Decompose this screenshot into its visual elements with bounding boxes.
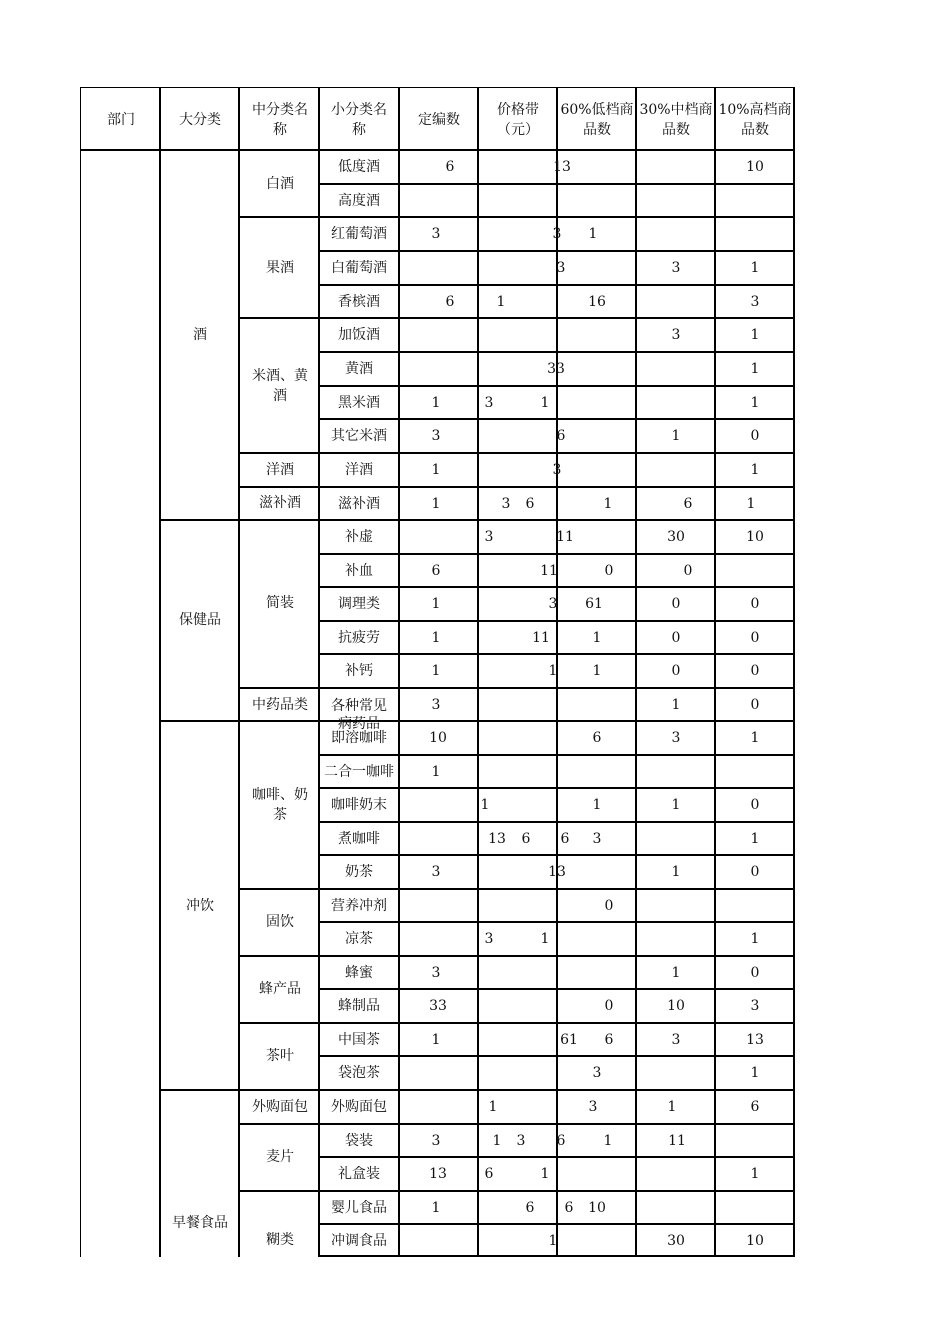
price-band-cell: 13	[548, 864, 566, 880]
quota-cell: 6	[445, 293, 455, 310]
mid-category-baijiu: 白酒	[266, 176, 294, 192]
low-tier-count-cell: 6	[592, 730, 602, 746]
grid-line-horizontal	[319, 754, 794, 756]
small-category-cell: 袋装	[345, 1132, 373, 1149]
grid-line-horizontal	[319, 854, 794, 856]
mid-tier-count-cell: 3	[671, 730, 681, 746]
grid-line-vertical	[714, 87, 716, 1257]
high-tier-count-cell: 3	[750, 293, 760, 310]
grid-line-horizontal	[160, 1089, 794, 1091]
grid-line-horizontal	[239, 1123, 794, 1125]
mid-tier-count-cell: 6	[683, 495, 693, 512]
grid-line-horizontal	[319, 1156, 794, 1158]
grid-line-horizontal	[319, 250, 794, 252]
high-tier-count-cell: 1	[750, 394, 760, 411]
grid-line-horizontal	[239, 486, 794, 488]
quota-cell: 3	[431, 696, 441, 713]
small-category-cell: 蜂蜜	[345, 964, 373, 981]
price-band-cell: 1	[480, 797, 490, 813]
mid-category-zibujiu: 滋补酒	[259, 495, 301, 511]
grid-line-vertical	[477, 87, 479, 1257]
mid-tier-count-cell: 30	[667, 1232, 685, 1249]
small-category-cell: 凉茶	[345, 931, 373, 947]
mid-tier-count-cell: 3	[671, 327, 681, 343]
price-band-cell: 3	[552, 462, 562, 478]
grid-line-horizontal	[160, 720, 794, 722]
grid-line-horizontal	[319, 553, 794, 555]
price-band-cell: 3	[501, 495, 511, 512]
small-category-cell: 低度酒	[338, 159, 380, 175]
small-category-cell: 中国茶	[338, 1031, 380, 1048]
quota-cell: 1	[431, 495, 441, 512]
high-tier-count-cell: 1	[750, 931, 760, 947]
small-category-cell: 加饭酒	[338, 327, 380, 343]
low-tier-count-cell: 3	[592, 830, 602, 847]
quota-cell: 13	[429, 1166, 447, 1182]
grid-line-horizontal	[239, 687, 794, 689]
high-tier-count-cell: 1	[750, 327, 760, 343]
price-band-cell: 1	[496, 293, 506, 310]
small-category-cell: 袋泡茶	[338, 1065, 380, 1081]
grid-line-vertical	[80, 87, 81, 1257]
small-category-cell: 咖啡奶末	[331, 797, 387, 813]
small-category-cell: 蜂制品	[338, 998, 380, 1014]
small-category-cell: 抗疲劳	[338, 629, 380, 646]
grid-line-horizontal	[80, 87, 794, 88]
quota-cell: 33	[429, 998, 447, 1014]
mid-category-fengchan: 蜂产品	[259, 981, 301, 997]
price-band-cell: 1	[492, 1132, 502, 1149]
small-category-cell: 外购面包	[331, 1099, 387, 1115]
high-tier-count-cell: 13	[746, 1031, 764, 1048]
small-category-cell: 补血	[345, 562, 373, 579]
price-band-cell: 11	[532, 629, 550, 646]
grid-line-vertical	[793, 87, 795, 1257]
grid-line-horizontal	[239, 317, 794, 319]
grid-line-vertical	[398, 87, 400, 1257]
high-tier-count-cell: 1	[750, 361, 760, 377]
price-band-cell: 1	[548, 663, 558, 679]
grid-line-horizontal	[319, 1255, 794, 1257]
big-category-zaocan: 早餐食品	[172, 1215, 228, 1231]
quota-cell: 1	[431, 1199, 441, 1216]
small-category-cell: 煮咖啡	[338, 830, 380, 847]
small-category-cell: 即溶咖啡	[331, 730, 387, 746]
mid-category-maipian: 麦片	[266, 1149, 294, 1165]
grid-line-horizontal	[239, 1190, 794, 1192]
grid-line-horizontal	[319, 183, 794, 185]
grid-line-horizontal	[319, 385, 794, 387]
mid-tier-count-cell: 30	[667, 529, 685, 545]
high-tier-count-cell: 0	[750, 428, 760, 444]
price-band-cell: 11	[540, 562, 558, 579]
price-band-cell: 3	[548, 596, 558, 612]
small-category-cell: 黑米酒	[338, 394, 380, 411]
mid-tier-count-cell: 1	[667, 1099, 677, 1115]
price-band-cell: 6	[560, 830, 570, 847]
mid-category-guyin: 固饮	[266, 914, 294, 930]
low-tier-count-cell: 3	[588, 1099, 598, 1115]
price-band-cell: 6	[556, 1132, 566, 1149]
mid-tier-count-cell: 10	[667, 998, 685, 1014]
quota-cell: 6	[445, 159, 455, 175]
quota-cell: 1	[431, 1031, 441, 1048]
price-band-cell: 6	[564, 1199, 574, 1216]
low-tier-count-cell: 16	[588, 293, 606, 310]
mid-tier-count-cell: 0	[683, 562, 693, 579]
grid-line-horizontal	[319, 1223, 794, 1225]
mid-tier-count-cell: 11	[668, 1132, 686, 1149]
low-tier-count-cell: 1	[603, 495, 613, 512]
mid-tier-count-cell: 1	[671, 964, 681, 981]
high-tier-count-cell: 1	[750, 830, 760, 847]
small-category-cell: 滋补酒	[338, 495, 380, 512]
price-band-cell: 3	[552, 226, 562, 242]
mid-category-hulei: 糊类	[266, 1232, 294, 1248]
price-band-cell: 3	[484, 931, 494, 947]
high-tier-count-cell: 10	[746, 529, 764, 545]
grid-line-horizontal	[160, 519, 794, 521]
header-mid-category: 中分类名称	[252, 102, 308, 138]
small-category-cell: 二合一咖啡	[324, 763, 394, 780]
price-band-cell: 1	[540, 394, 550, 411]
header-price-band: 价格带（元）	[497, 102, 539, 138]
quota-cell: 1	[431, 663, 441, 679]
mid-category-mijiu: 米酒、黄酒	[252, 368, 308, 404]
high-tier-count-cell: 6	[750, 1099, 760, 1115]
grid-line-horizontal	[239, 216, 794, 218]
low-tier-count-cell: 0	[604, 998, 614, 1014]
mid-category-zhongyao: 中药品类	[252, 697, 308, 713]
small-category-cell: 补虚	[345, 529, 373, 545]
grid-line-horizontal	[319, 1055, 794, 1057]
low-tier-count-cell: 1	[603, 1132, 613, 1149]
grid-line-vertical	[159, 87, 161, 1257]
header-quota: 定编数	[418, 112, 460, 128]
high-tier-count-cell: 1	[750, 260, 760, 276]
small-category-cell: 奶茶	[345, 864, 373, 880]
header-big-category: 大分类	[179, 112, 221, 128]
quota-cell: 3	[431, 226, 441, 242]
small-category-cell: 冲调食品	[331, 1232, 387, 1249]
price-band-cell: 1	[548, 1232, 558, 1249]
high-tier-count-cell: 0	[750, 663, 760, 679]
quota-cell: 3	[431, 1132, 441, 1149]
quota-cell: 1	[431, 629, 441, 646]
grid-line-vertical	[238, 87, 240, 1257]
small-category-cell: 红葡萄酒	[331, 226, 387, 242]
mid-tier-count-cell: 1	[671, 864, 681, 880]
grid-line-horizontal	[239, 955, 794, 957]
price-band-cell: 1	[540, 1166, 550, 1182]
big-category-baojian: 保健品	[179, 612, 221, 628]
mid-category-chaye: 茶叶	[266, 1048, 294, 1064]
grid-line-vertical	[318, 87, 320, 1257]
high-tier-count-cell: 10	[746, 1232, 764, 1249]
low-tier-count-cell: 1	[592, 663, 602, 679]
price-band-cell: 61	[560, 1031, 578, 1048]
quota-cell: 3	[431, 964, 441, 981]
quota-cell: 1	[431, 763, 441, 780]
mid-tier-count-cell: 0	[671, 663, 681, 679]
low-tier-count-cell: 0	[604, 562, 614, 579]
quota-cell: 1	[431, 596, 441, 612]
mid-category-guojiu: 果酒	[266, 260, 294, 276]
price-band-cell: 11	[556, 529, 574, 545]
header-small-category: 小分类名称	[331, 102, 387, 138]
mid-tier-count-cell: 3	[671, 1031, 681, 1048]
mid-tier-count-cell: 1	[671, 797, 681, 813]
low-tier-count-cell: 10	[588, 1199, 606, 1216]
high-tier-count-cell: 0	[750, 696, 760, 713]
quota-cell: 3	[431, 864, 441, 880]
header-low-60: 60%低档商品数	[560, 102, 634, 138]
quota-cell: 1	[431, 462, 441, 478]
price-band-cell: 13	[553, 159, 571, 175]
header-high-10: 10%高档商品数	[718, 102, 792, 138]
big-category-chongyin: 冲饮	[186, 898, 214, 914]
grid-line-horizontal	[319, 821, 794, 823]
grid-line-horizontal	[239, 452, 794, 454]
grid-line-horizontal	[319, 284, 794, 286]
price-band-cell: 3	[516, 1132, 526, 1149]
high-tier-count-cell: 1	[750, 730, 760, 746]
grid-line-horizontal	[239, 1022, 794, 1024]
price-band-cell: 6	[556, 428, 566, 444]
low-tier-count-cell: 1	[592, 797, 602, 813]
small-category-cell: 洋酒	[345, 462, 373, 478]
high-tier-count-cell: 10	[746, 159, 764, 175]
small-category-cell: 营养冲剂	[331, 897, 387, 914]
low-tier-count-cell: 3	[592, 1065, 602, 1081]
small-category-cell: 其它米酒	[331, 428, 387, 444]
high-tier-count-cell: 1	[750, 1166, 760, 1182]
high-tier-count-cell: 3	[750, 998, 760, 1014]
price-band-cell: 1	[540, 931, 550, 947]
price-band-cell: 3	[556, 260, 566, 276]
mid-tier-count-cell: 0	[671, 629, 681, 646]
small-category-cell: 婴儿食品	[331, 1199, 387, 1216]
mid-tier-count-cell: 0	[671, 596, 681, 612]
grid-line-horizontal	[319, 921, 794, 923]
mid-category-yangjiu: 洋酒	[266, 462, 294, 478]
small-category-cell: 香槟酒	[338, 293, 380, 310]
price-band-cell: 33	[547, 361, 565, 377]
small-category-cell: 高度酒	[338, 192, 380, 209]
mid-tier-count-cell: 1	[671, 428, 681, 444]
small-category-cell: 调理类	[338, 596, 380, 612]
small-category-cell: 白葡萄酒	[331, 260, 387, 276]
mid-category-kafei: 咖啡、奶茶	[252, 787, 308, 823]
price-band-cell: 6	[521, 830, 531, 847]
high-tier-count-cell: 0	[750, 797, 760, 813]
grid-line-horizontal	[319, 418, 794, 420]
grid-line-horizontal	[80, 149, 794, 151]
small-category-cell: 补钙	[345, 663, 373, 679]
price-band-cell: 3	[484, 529, 494, 545]
header-mid-30: 30%中档商品数	[639, 102, 713, 138]
price-band-cell: 6	[525, 495, 535, 512]
grid-line-horizontal	[239, 888, 794, 890]
grid-line-horizontal	[319, 620, 794, 622]
grid-line-horizontal	[319, 351, 794, 353]
high-tier-count-cell: 0	[750, 964, 760, 981]
mid-tier-count-cell: 1	[671, 696, 681, 713]
high-tier-count-cell: 0	[750, 596, 760, 612]
price-band-cell: 3	[484, 394, 494, 411]
low-tier-count-cell: 1	[588, 226, 598, 242]
high-tier-count-cell: 0	[750, 864, 760, 880]
price-band-cell: 6	[525, 1199, 535, 1216]
grid-line-horizontal	[319, 988, 794, 990]
grid-line-horizontal	[319, 586, 794, 588]
high-tier-count-cell: 0	[750, 629, 760, 646]
quota-cell: 3	[431, 428, 441, 444]
small-category-cell: 黄酒	[345, 361, 373, 377]
small-category-cell: 礼盒装	[338, 1166, 380, 1182]
grid-line-horizontal	[319, 653, 794, 655]
mid-tier-count-cell: 3	[671, 260, 681, 276]
high-tier-count-cell: 1	[750, 462, 760, 478]
quota-cell: 1	[431, 394, 441, 411]
grid-line-vertical	[635, 87, 637, 1257]
high-tier-count-cell: 1	[750, 1065, 760, 1081]
price-band-cell: 1	[488, 1099, 498, 1115]
low-tier-count-cell: 0	[604, 897, 614, 914]
mid-category-jianzhuang: 简装	[266, 595, 294, 611]
quota-cell: 6	[431, 562, 441, 579]
small-category-cell: 各种常见病药品	[331, 697, 387, 732]
mid-category-waigou: 外购面包	[252, 1099, 308, 1115]
quota-cell: 10	[429, 730, 447, 746]
low-tier-count-cell: 6	[604, 1031, 614, 1048]
price-band-cell: 13	[488, 830, 506, 847]
price-band-cell: 6	[484, 1166, 494, 1182]
header-dept: 部门	[107, 112, 135, 128]
high-tier-count-cell: 1	[746, 495, 756, 512]
big-category-jiu: 酒	[193, 327, 207, 343]
grid-line-horizontal	[319, 787, 794, 789]
low-tier-count-cell: 61	[585, 596, 603, 612]
low-tier-count-cell: 1	[592, 629, 602, 646]
